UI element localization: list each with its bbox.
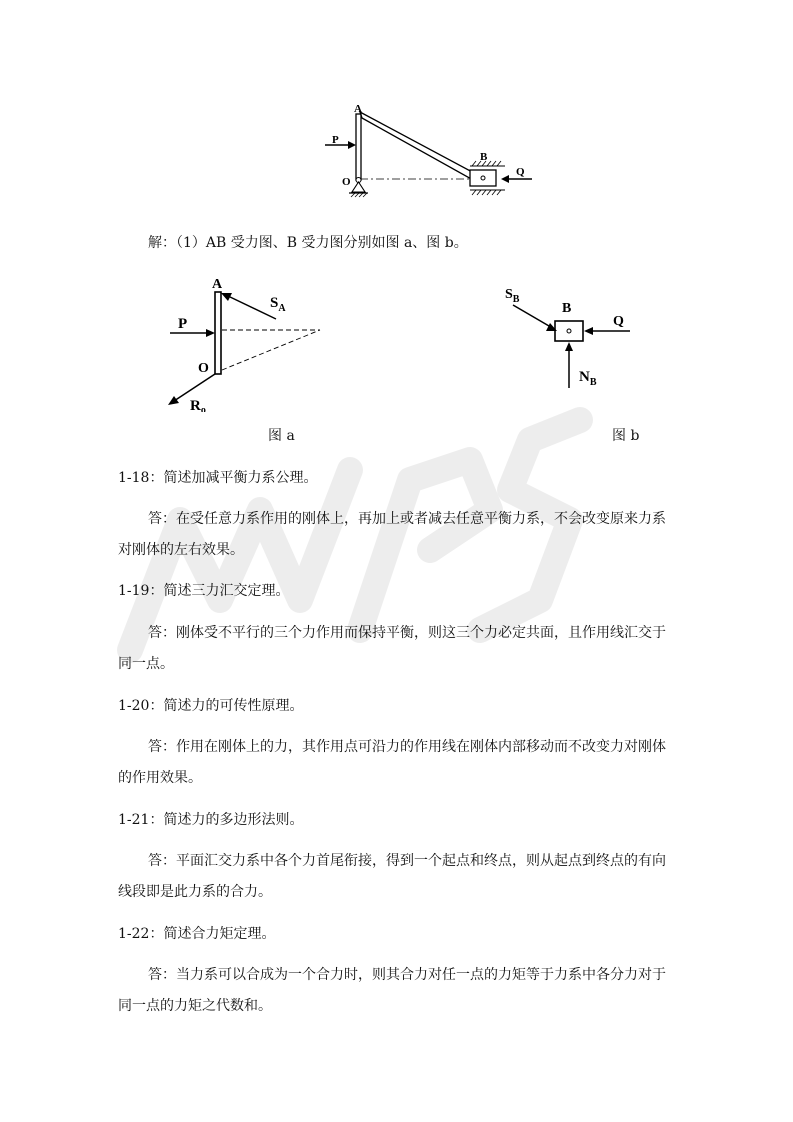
answer-1-21-line1: 答：平面汇交力系中各个力首尾衔接，得到一个起点和终点，则从起点到终点的有向 — [148, 853, 666, 869]
caption-a: 图 a — [268, 428, 295, 444]
label-P: P — [332, 134, 339, 146]
mechanism-figure — [320, 100, 540, 200]
caption-b: 图 b — [612, 428, 640, 444]
answer-1-20-line1: 答：作用在刚体上的力，其作用点可沿力的作用线在刚体内部移动而不改变力对刚体 — [148, 739, 666, 755]
answer-1-18-line1: 答：在受任意力系作用的刚体上，再加上或者减去任意平衡力系，不会改变原来力系 — [148, 511, 666, 527]
answer-1-18-line2: 对刚体的左右效果。 — [118, 542, 244, 558]
solution-text: 解：（1）AB 受力图、B 受力图分别如图 a、图 b。 — [148, 235, 468, 251]
answer-1-21-line2: 线段即是此力系的合力。 — [118, 884, 272, 900]
label-P: P — [178, 316, 188, 332]
label-A: A — [354, 103, 362, 115]
question-1-18: 1-18：简述加减平衡力系公理。 — [118, 470, 318, 486]
question-1-19: 1-19：简述三力汇交定理。 — [118, 583, 290, 599]
label-S: $S_B$ — [505, 287, 520, 305]
question-1-21: 1-21：简述力的多边形法则。 — [118, 812, 304, 828]
label-R: $R_o$ — [190, 398, 206, 412]
label-B: B — [480, 151, 488, 163]
figure-b — [495, 278, 645, 398]
label-O: O — [198, 361, 209, 376]
figure-a — [160, 272, 330, 412]
answer-1-22-line1: 答：当力系可以合成为一个合力时，则其合力对任一点的力矩等于力系中各分力对于 — [148, 967, 666, 983]
question-1-22: 1-22：简述合力矩定理。 — [118, 926, 276, 942]
label-Q: Q — [516, 166, 525, 178]
label-B: B — [562, 301, 572, 316]
label-S: $S_A$ — [270, 295, 286, 314]
label-A: A — [212, 277, 223, 292]
answer-1-19-line1: 答：刚体受不平行的三个力作用而保持平衡，则这三个力必定共面，且作用线汇交于 — [148, 625, 666, 641]
answer-1-20-line2: 的作用效果。 — [118, 770, 202, 786]
label-Q: Q — [613, 314, 624, 329]
answer-1-19-line2: 同一点。 — [118, 656, 174, 672]
label-N: $N_B$ — [579, 369, 597, 388]
label-O: O — [342, 176, 351, 188]
answer-1-22-line2: 同一点的力矩之代数和。 — [118, 998, 272, 1014]
question-1-20: 1-20：简述力的可传性原理。 — [118, 698, 304, 714]
